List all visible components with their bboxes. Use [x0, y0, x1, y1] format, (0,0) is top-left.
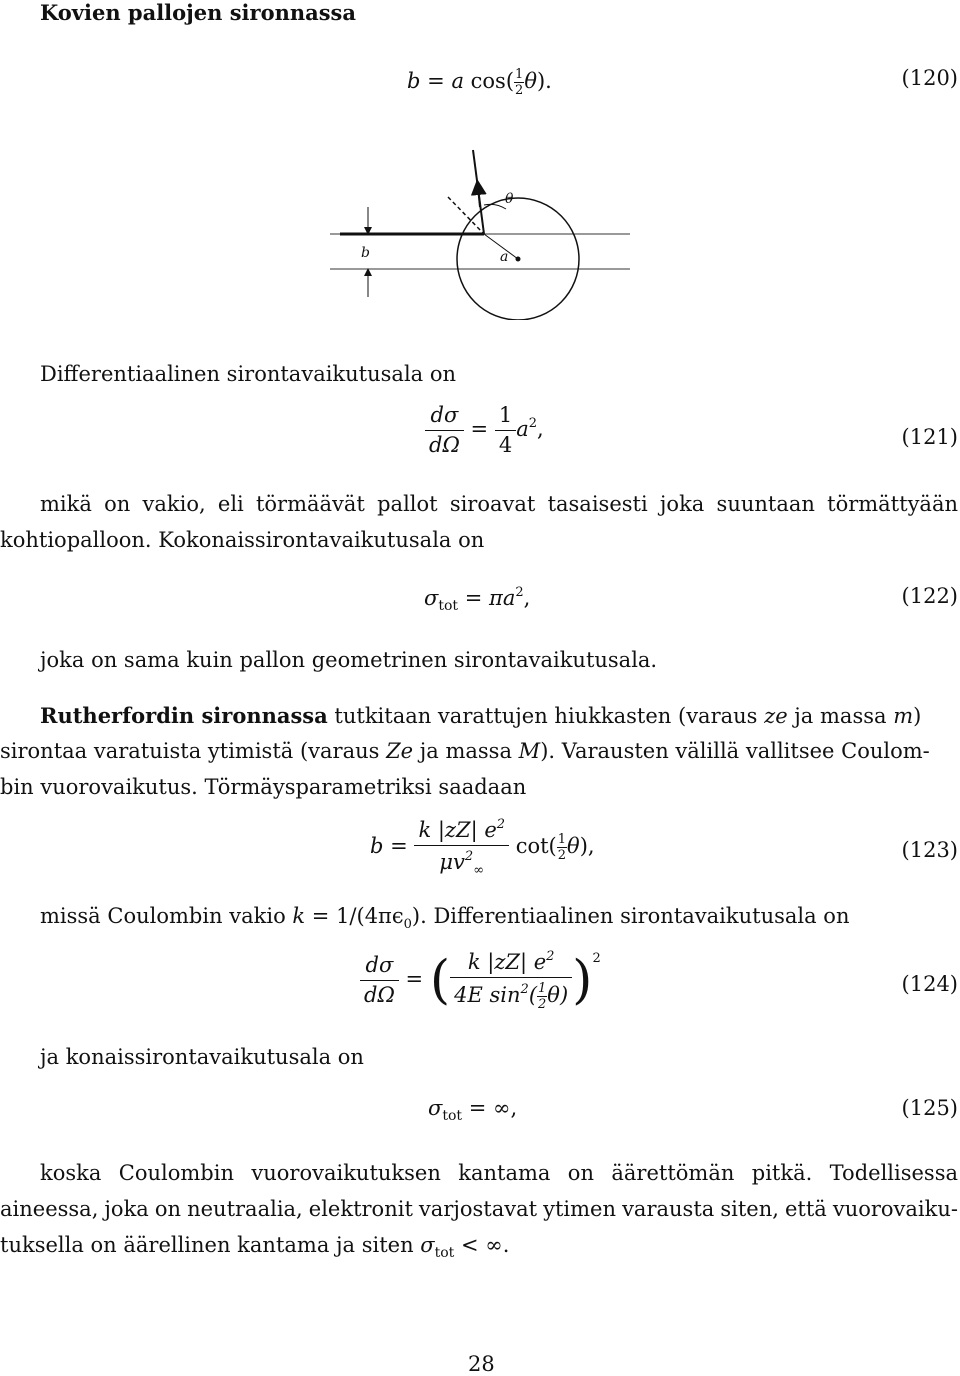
outgoing-arrow — [478, 187, 480, 207]
eq124-left-paren: ( — [429, 950, 451, 1011]
eq120-theta: θ — [524, 69, 537, 93]
eq123-fraction: $\frac{k |zZ| e^2}{\mu v^2_\infty}$ — [414, 818, 509, 877]
eq120-tail: ). — [536, 69, 552, 93]
eq122-exponent: 2 — [515, 585, 524, 600]
eq121-tail: , — [537, 417, 544, 441]
equation-120-number: (120) — [901, 66, 958, 90]
eq122-rhs: πa — [489, 586, 516, 610]
equation-123-number: (123) — [901, 838, 958, 862]
eq124-equals: = — [405, 967, 424, 991]
eq120-cos: cos( — [470, 69, 515, 93]
equation-122 — [424, 586, 530, 613]
equation-124 — [360, 950, 601, 1011]
eq121-exponent: 2 — [528, 416, 538, 431]
equation-121 — [425, 405, 544, 456]
paragraph-7-line-3: tuksella on äärellinen kantama ja siten $\sigma_{tot}$ < ∞. — [0, 1233, 510, 1261]
eq125-equals: = — [468, 1096, 487, 1120]
paragraph-2-line-1: mikä on vakio, eli törmäävät pallot siroavat tasaisesti joka suuntaan törmättyään — [40, 492, 958, 516]
eq123-cot: cot( — [515, 834, 557, 858]
paragraph-4-line-1: Rutherfordin sironnassa tutkitaan varattujen hiukkasten (varaus ze ja massa m) — [40, 703, 922, 728]
equation-123 — [370, 818, 595, 877]
label-theta: θ — [505, 191, 514, 207]
paragraph-6: ja konaissirontavaikutusala on — [40, 1045, 364, 1069]
paragraph-7-line-1: koska Coulombin vuorovaikutuksen kantama on äärettömän pitkä. Todellisessa — [40, 1161, 958, 1185]
eq123-half: $\frac{1}{2}$ — [557, 832, 567, 863]
eq122-sub: tot — [438, 598, 459, 614]
eq121-lhs-fraction: $\frac{d\sigma}{d\Omega}$ — [425, 405, 464, 456]
equation-125 — [428, 1098, 517, 1123]
paragraph-3: joka on sama kuin pallon geometrinen sirontavaikutusala. — [40, 648, 658, 672]
eq122-equals: = — [464, 586, 483, 610]
rutherford-heading: Rutherfordin sironnassa — [40, 703, 328, 728]
paragraph-5: missä Coulombin vakio $k = 1/(4\pi\epsilon_0)$. Differentiaalinen sirontavaikutusala on — [40, 904, 850, 932]
paragraph-7-line-2: aineessa, joka on neutraalia, elektronit varjostavat ytimen varausta siten, että vuorovaiku- — [0, 1197, 958, 1221]
eq125-sigma: σ — [428, 1096, 443, 1120]
equation-122-number: (122) — [901, 584, 958, 608]
paragraph-4-line-3: bin vuorovaikutus. Törmäysparametriksi saadaan — [0, 775, 527, 799]
eq120-half: $\frac{1}{2}$ — [515, 67, 524, 98]
eq123-theta: θ — [567, 834, 580, 858]
eq124-outer-exponent: 2 — [592, 951, 601, 966]
eq122-sigma: σ — [424, 586, 439, 610]
eq124-fraction: k |zZ| $e^2$ 4E $\sin^2$( $\frac{1}{2}$ θ) — [450, 950, 572, 1011]
eq123-tail: ), — [579, 834, 595, 858]
equation-120 — [407, 68, 552, 97]
eq123-lhs: b — [370, 834, 384, 858]
paragraph-1: Differentiaalinen sirontavaikutusala on — [40, 362, 457, 386]
equation-121-number: (121) — [901, 425, 958, 449]
label-b: b — [361, 245, 370, 261]
eq121-equals: = — [470, 417, 489, 441]
eq120-lhs: b — [407, 69, 421, 93]
equation-124-number: (124) — [901, 972, 958, 996]
eq123-equals: = — [390, 834, 408, 858]
eq120-equals: = — [427, 69, 445, 93]
page-number: 28 — [468, 1352, 495, 1376]
eq124-lhs-fraction: $\frac{d\sigma}{d\Omega}$ — [360, 955, 399, 1006]
label-a: a — [500, 249, 509, 265]
scattering-figure — [330, 145, 640, 320]
eq122-tail: , — [523, 586, 531, 610]
paragraph-2-line-2: kohtiopalloon. Kokonaissirontavaikutusala on — [0, 528, 485, 552]
eq125-sub: tot — [442, 1108, 463, 1124]
eq121-a: a — [516, 417, 529, 441]
eq120-a: a — [451, 69, 464, 93]
eq124-right-paren: ) — [572, 950, 593, 1011]
paragraph-4-line-2: sirontaa varatuista ytimistä (varaus Ze ja massa M). Varausten välillä vallitsee Coulom- — [0, 739, 930, 763]
equation-125-number: (125) — [901, 1096, 958, 1120]
eq121-quarter: $\frac{1}{4}$ — [495, 405, 516, 456]
running-title: Kovien pallojen sironnassa — [40, 0, 356, 25]
eq125-rhs: ∞, — [493, 1096, 518, 1120]
